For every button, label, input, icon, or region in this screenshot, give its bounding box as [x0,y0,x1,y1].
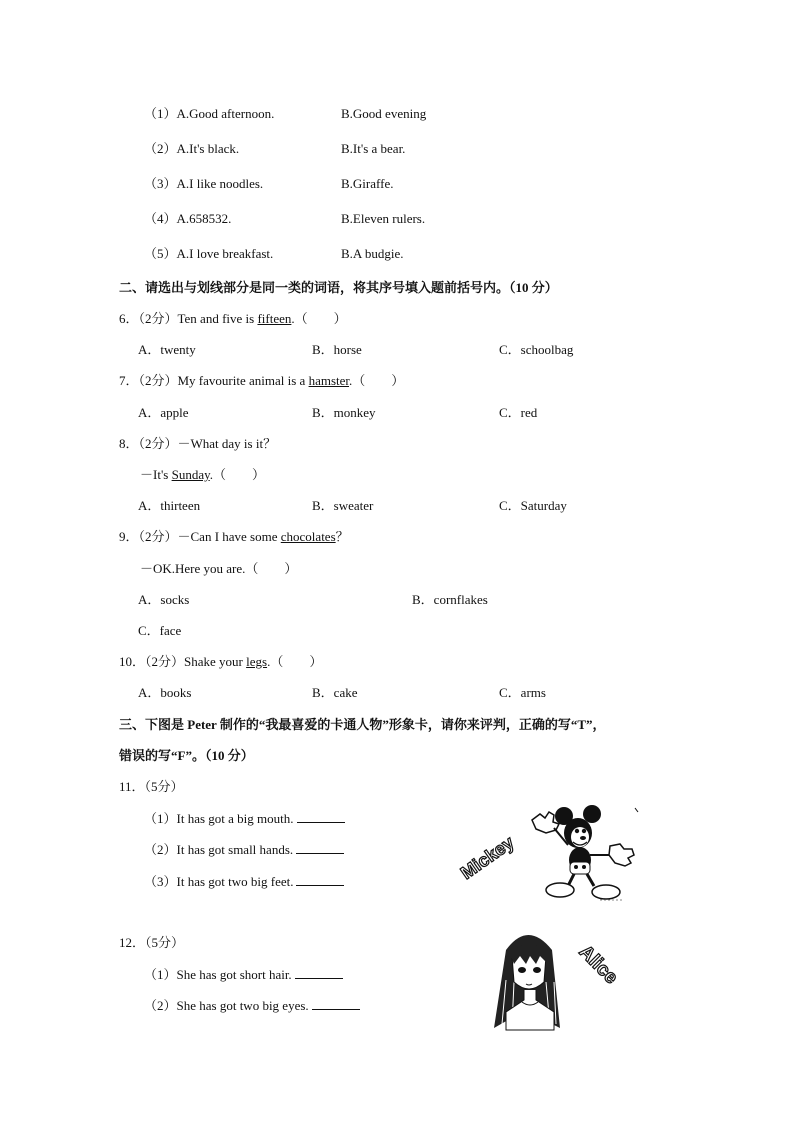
q10-option-c: C．arms [499,685,546,700]
q9-option-c: C．face [138,623,182,638]
answer-blank[interactable] [295,966,343,979]
option-a: A.658532. [176,211,232,226]
q10-option-a: A．books [138,685,192,700]
q8-underlined-word: Sunday [171,467,210,482]
question-6 [119,311,347,327]
q9-option-b: B．cornflakes [412,592,488,607]
q11-item-1-text: （1）It has got a big mouth. [144,811,294,826]
option-a: A.It's black. [176,141,240,156]
option-a: A.I love breakfast. [176,246,274,261]
q12-item-1 [144,966,343,983]
q6-option-c: C．schoolbag [499,342,574,357]
q6-option-b: B．horse [312,342,362,357]
question-7 [119,373,404,389]
mickey-label: Mickey [456,832,518,884]
q7-option-c: C．red [499,405,538,420]
q8-stem: －It's [140,467,172,482]
q9-response: －OK.Here you are.（ ） [140,561,298,576]
section-2-heading: 二、请选出与划线部分是同一类的词语，将其序号填入题前括号内。（10 分） [119,280,558,295]
q11-item-3-text: （3）It has got two big feet. [144,874,294,889]
question-11-title: 11．（5分） [119,779,184,794]
q11-item-2-text: （2）It has got small hands. [144,842,294,857]
section-3-heading-cont: 错误的写“F”。（10 分） [119,748,254,763]
q12-item-2 [144,997,360,1014]
option-row-4 [144,211,231,227]
q6-stem: 6．（2分）Ten and five is [119,311,258,326]
answer-blank[interactable] [296,841,344,854]
item-number: （4） [144,211,177,226]
q9-option-a: A．socks [138,592,190,607]
option-row-3 [144,176,263,192]
alice-label: Alice [574,941,622,989]
q8-option-a: A．thirteen [138,498,201,513]
question-9 [119,529,349,545]
option-a: A.Good afternoon. [176,106,275,121]
question-12-title: 12．（5分） [119,935,185,950]
item-number: （1） [144,106,177,121]
q11-item-1 [144,810,345,827]
q8-response [140,467,265,483]
q8-answer-blank: .（ ） [209,467,266,482]
q7-underlined-word: hamster [308,373,349,388]
answer-blank[interactable] [296,873,344,886]
q9-stem: 9．（2分）－Can I have some [119,529,281,544]
answer-blank[interactable] [312,997,360,1010]
question-8: 8．（2分）－What day is it？ [119,436,277,451]
q9-underlined-word: chocolates [280,529,336,544]
answer-blank[interactable] [297,810,345,823]
item-number: （2） [144,141,177,156]
q10-underlined-word: legs [246,654,268,669]
q8-option-c: C．Saturday [499,498,567,513]
q11-item-2 [144,841,344,858]
q6-answer-blank: .（ ） [291,311,347,326]
section-3-heading: 三、下图是 Peter 制作的“我最喜爱的卡通人物”形象卡，请你来评判，正确的写“T”， [119,717,606,732]
q7-option-a: A．apple [138,405,189,420]
q10-answer-blank: .（ ） [267,654,323,669]
alice-card-image [486,920,646,1032]
q12-item-2-text: （2）She has got two big eyes. [144,998,309,1013]
q11-item-3 [144,873,344,890]
question-10 [119,654,322,670]
item-number: （3） [144,176,177,191]
option-row-5 [144,246,273,262]
option-row-1 [144,106,274,122]
q6-underlined-word: fifteen [257,311,292,326]
q10-stem: 10．（2分）Shake your [119,654,247,669]
q7-answer-blank: .（ ） [349,373,405,388]
q10-option-b: B．cake [312,685,358,700]
option-b-5: B.A budgie. [341,246,404,261]
q7-option-b: B．monkey [312,405,376,420]
option-row-2 [144,141,239,157]
q9-punct: ？ [335,529,349,544]
q12-item-1-text: （1）She has got short hair. [144,967,292,982]
item-number: （5） [144,246,177,261]
option-b-1: B.Good evening [341,106,427,121]
option-b-3: B.Giraffe. [341,176,394,191]
option-a: A.I like noodles. [176,176,264,191]
option-b-4: B.Eleven rulers. [341,211,426,226]
q7-stem: 7．（2分）My favourite animal is a [119,373,309,388]
q6-option-a: A．twenty [138,342,196,357]
q8-option-b: B．sweater [312,498,374,513]
option-b-2: B.It's a bear. [341,141,406,156]
mickey-card-image [452,800,642,905]
